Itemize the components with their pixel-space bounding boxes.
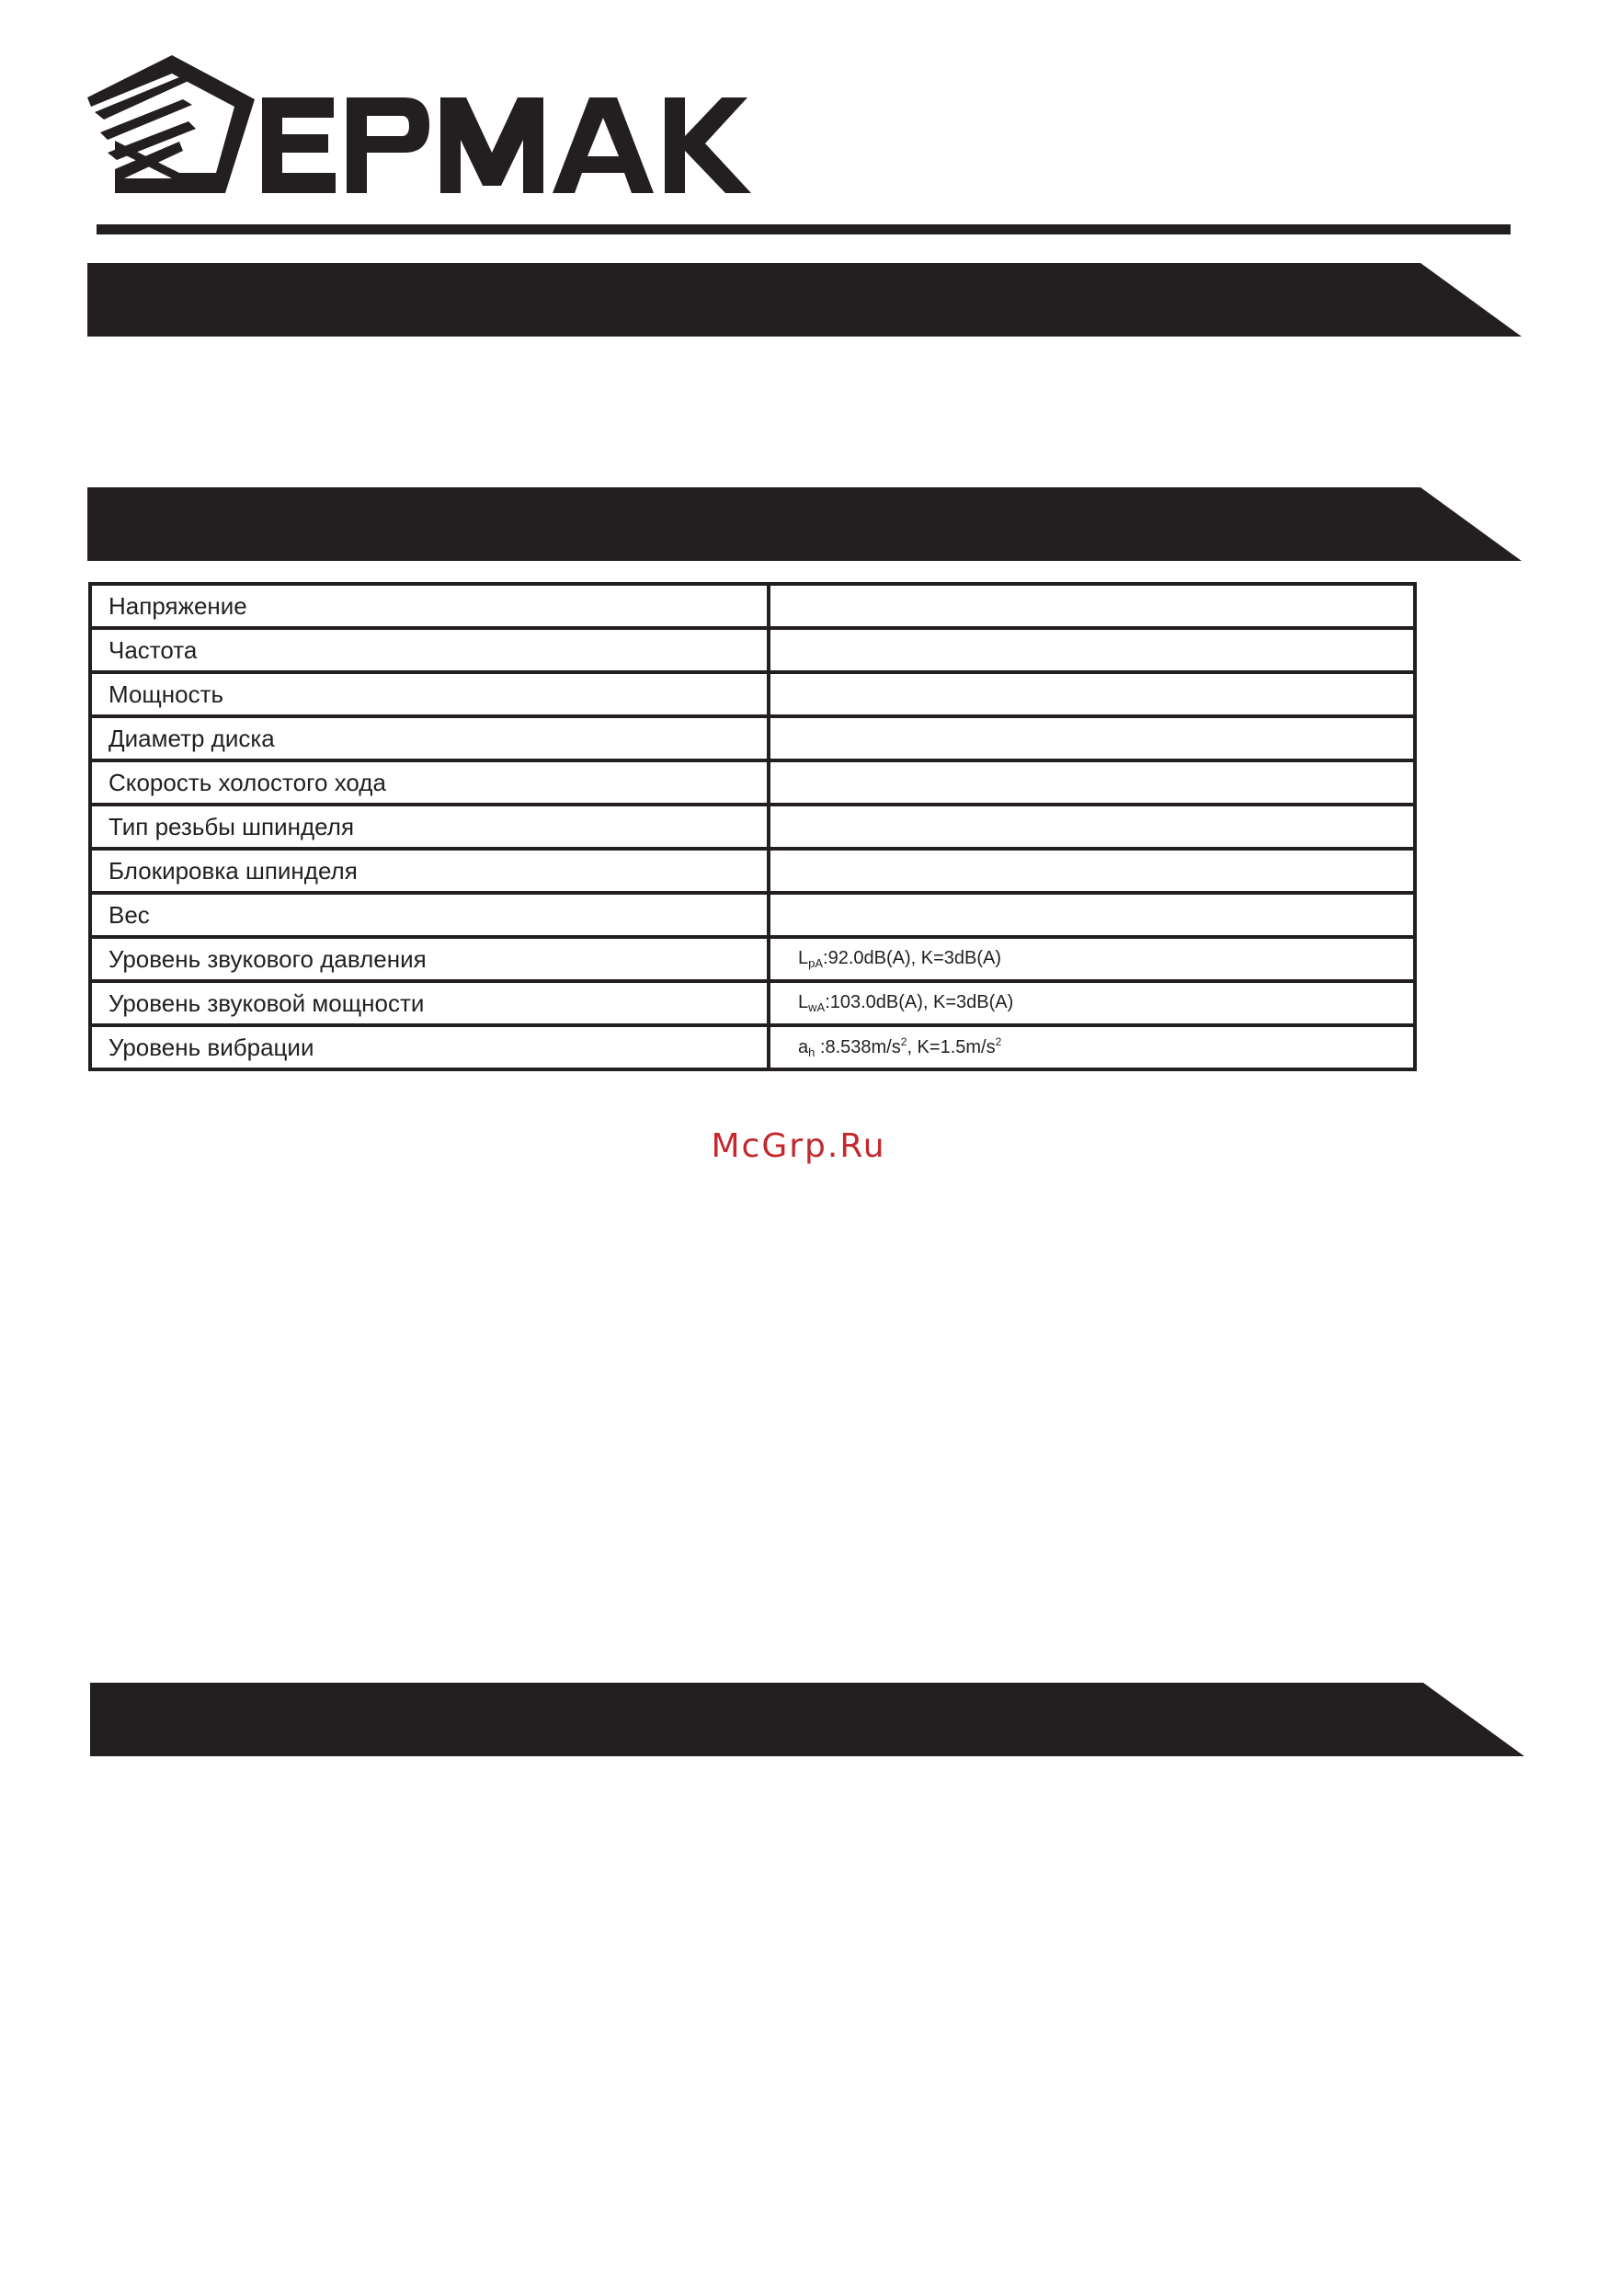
spec-label: Напряжение (90, 584, 769, 628)
logo-graphic (87, 53, 768, 196)
spec-value (769, 849, 1415, 893)
table-row (90, 584, 1415, 628)
logo-emblem-icon (87, 55, 255, 193)
spec-label: Мощность (90, 672, 769, 716)
spec-label: Блокировка шпинделя (90, 849, 769, 893)
table-row (90, 1025, 1415, 1069)
spec-label: Скорость холостого хода (90, 760, 769, 805)
table-row (90, 716, 1415, 760)
spec-label: Вес (90, 893, 769, 937)
spec-value: $L_{wA}:103.0dB(A)$, K=3dB(A) (769, 981, 1415, 1025)
specs-table (88, 582, 1417, 1071)
spec-value (769, 893, 1415, 937)
spec-label: Уровень вибрации (90, 1025, 769, 1069)
spec-value: $a_h$ $:8.538m/s^2$, $K=1.5m/s^2$ (769, 1025, 1415, 1069)
table-row (90, 672, 1415, 716)
table-row (90, 937, 1415, 981)
section-bar-2 (87, 487, 1522, 561)
spec-label: Частота (90, 628, 769, 672)
spec-value (769, 628, 1415, 672)
table-row (90, 628, 1415, 672)
spec-value (769, 805, 1415, 849)
spec-value (769, 584, 1415, 628)
spec-label: Уровень звуковой мощности (90, 981, 769, 1025)
spec-label: Диаметр диска (90, 716, 769, 760)
table-row (90, 760, 1415, 805)
table-row (90, 805, 1415, 849)
table-row (90, 893, 1415, 937)
spec-label: Уровень звукового давления (90, 937, 769, 981)
header-rule (97, 224, 1511, 234)
section-bar-1 (87, 263, 1522, 337)
brand-logo (87, 53, 768, 196)
spec-value (769, 716, 1415, 760)
spec-value (769, 672, 1415, 716)
watermark: McGrp.Ru (711, 1127, 886, 1165)
spec-label: Тип резьбы шпинделя (90, 805, 769, 849)
table-row (90, 981, 1415, 1025)
logo-wordmark (262, 97, 751, 193)
table-row (90, 849, 1415, 893)
spec-value: $L_{pA}:92.0dB(A)$, K=3dB(A) (769, 937, 1415, 981)
section-bar-3 (90, 1683, 1524, 1756)
spec-value (769, 760, 1415, 805)
